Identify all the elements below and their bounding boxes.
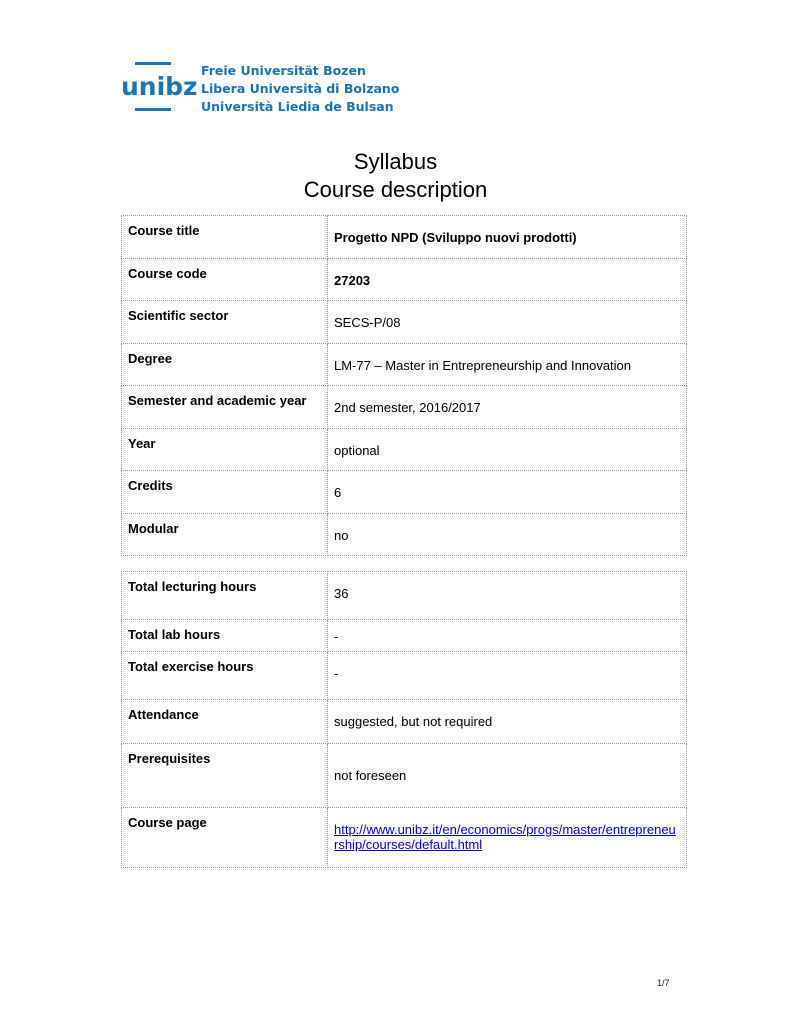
table-row — [122, 572, 687, 620]
row-label: Attendance — [122, 700, 328, 744]
modular-value: no — [328, 513, 687, 556]
course-page-link[interactable]: http://www.unibz.it/en/economics/progs/master/entrepreneurship/courses/default.html — [334, 822, 676, 852]
hours-info-table — [121, 571, 687, 868]
row-label: Total lecturing hours — [122, 572, 328, 620]
table-row — [122, 343, 687, 386]
degree-value: LM-77 – Master in Entrepreneurship and Innovation — [328, 343, 687, 386]
row-label: Course code — [122, 258, 328, 301]
university-name-de: Freie Universität Bozen — [201, 63, 366, 78]
credits-value: 6 — [328, 471, 687, 514]
logo-bar-bottom — [135, 108, 171, 111]
course-page-cell — [328, 808, 687, 868]
row-label: Modular — [122, 513, 328, 556]
unibz-logo — [121, 62, 400, 116]
logo-mark — [121, 62, 198, 116]
table-row — [122, 386, 687, 429]
lecturing-hours-value: 36 — [328, 572, 687, 620]
table-row — [122, 216, 687, 259]
university-name-lld: Università Liedia de Bulsan — [201, 99, 394, 114]
university-name-it: Libera Università di Bolzano — [201, 81, 400, 96]
table-row — [122, 258, 687, 301]
year-value: optional — [328, 428, 687, 471]
table-row — [122, 301, 687, 344]
table-row — [122, 700, 687, 744]
logo-wordmark: unibz — [121, 72, 198, 101]
row-label: Scientific sector — [122, 301, 328, 344]
title-course-description: Course description — [303, 177, 488, 202]
semester-value: 2nd semester, 2016/2017 — [328, 386, 687, 429]
scientific-sector-value: SECS-P/08 — [328, 301, 687, 344]
prerequisites-value: not foreseen — [328, 744, 687, 808]
logo-bar-top — [135, 62, 171, 65]
exercise-hours-value: - — [328, 652, 687, 700]
table-row — [122, 744, 687, 808]
table-row — [122, 471, 687, 514]
table-row — [122, 652, 687, 700]
row-label: Prerequisites — [122, 744, 328, 808]
document-title — [0, 148, 791, 204]
row-label: Semester and academic year — [122, 386, 328, 429]
row-label: Course page — [122, 808, 328, 868]
page-number: 1/7 — [657, 978, 670, 988]
lab-hours-value: - — [328, 620, 687, 652]
course-info-table — [121, 215, 687, 556]
row-label: Credits — [122, 471, 328, 514]
row-label: Total lab hours — [122, 620, 328, 652]
course-title-value: Progetto NPD (Sviluppo nuovi prodotti) — [328, 216, 687, 259]
table-row — [122, 620, 687, 652]
table-row — [122, 513, 687, 556]
course-code-value: 27203 — [328, 258, 687, 301]
row-label: Degree — [122, 343, 328, 386]
attendance-value: suggested, but not required — [328, 700, 687, 744]
title-syllabus: Syllabus — [353, 149, 438, 174]
table-row — [122, 808, 687, 868]
table-row — [122, 428, 687, 471]
row-label: Total exercise hours — [122, 652, 328, 700]
row-label: Course title — [122, 216, 328, 259]
row-label: Year — [122, 428, 328, 471]
university-names — [201, 62, 399, 116]
